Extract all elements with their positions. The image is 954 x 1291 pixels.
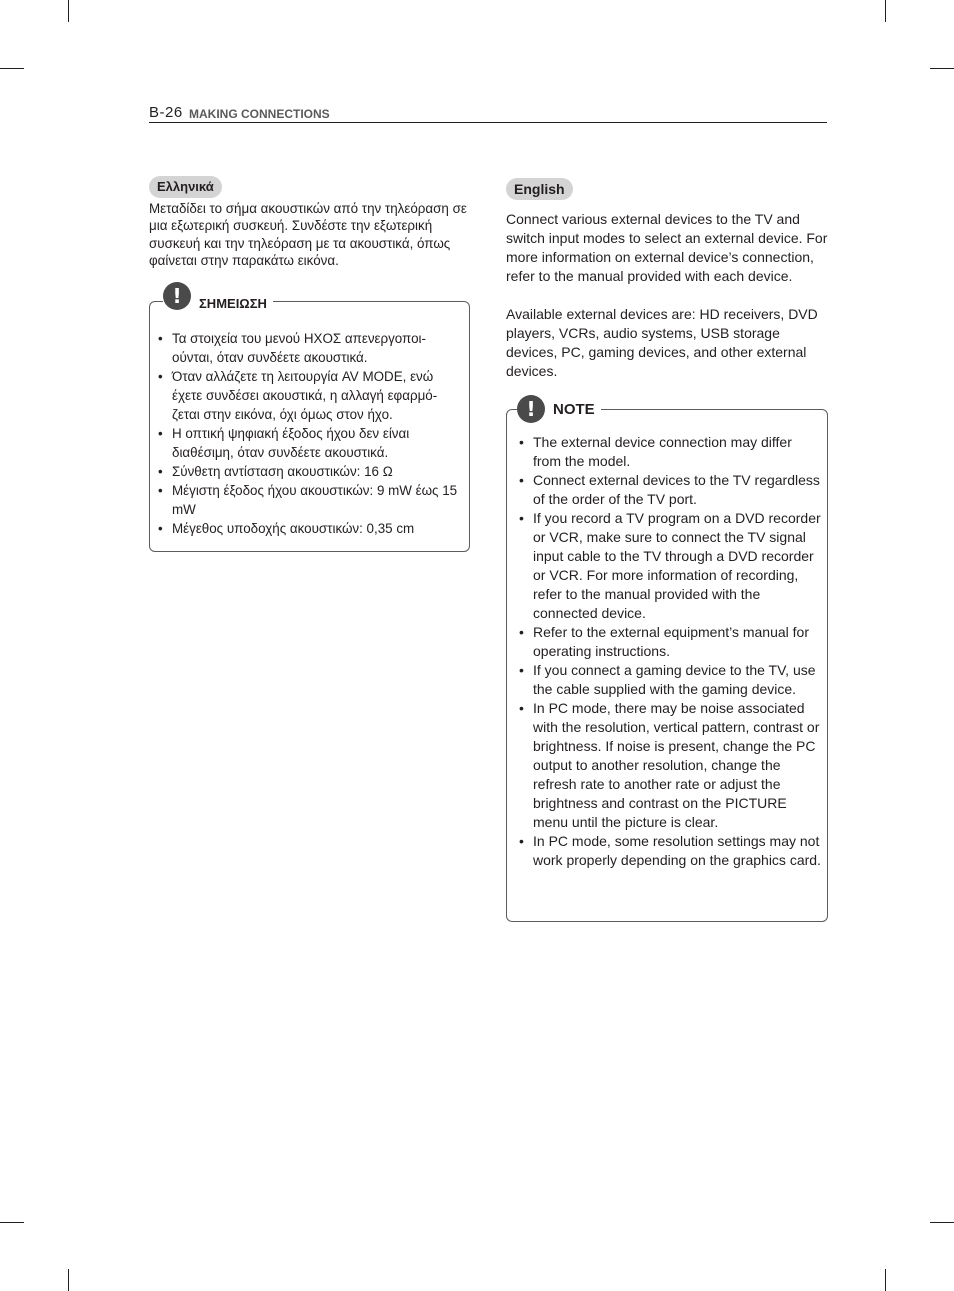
list-item: • Refer to the external equipment’s manual for operating instructions. (511, 623, 821, 661)
greek-note-box (149, 283, 470, 552)
english-note-list (511, 433, 821, 870)
crop-mark (0, 68, 24, 69)
list-item: • Connect external devices to the TV regardless of the order of the TV port. (511, 471, 821, 509)
exclamation-icon: ! (163, 282, 191, 310)
english-note-label: NOTE (553, 400, 595, 418)
list-item: • If you record a TV program on a DVD recorder or VCR, make sure to connect the TV signal input cable to the TV through a DVD recorder or VCR. For more information of recording, refer to the manual provided with the connected device. (511, 509, 821, 623)
crop-mark (930, 1222, 954, 1223)
greek-intro: Μεταδίδει το σήμα ακουστικών από την τηλεόραση σε μια εξωτερική συσκευή. Συνδέστε την εξωτερική συσκευή και την τηλεόραση με τα ακουστικά, όπως φαίνεται στην παρακάτω εικόνα. (149, 201, 467, 268)
crop-mark (68, 0, 69, 22)
english-note-header (517, 395, 601, 423)
section-title: MAKING CONNECTIONS (189, 107, 330, 121)
list-item: • Όταν αλλάζετε τη λειτουργία AV MODE, ενώ έχετε συνδέσει ακουστικά, η αλλαγή εφαρμό-ζεται στην εικόνα, όχι όμως στον ήχο. (150, 367, 462, 424)
list-item: • Μέγεθος υποδοχής ακουστικών: 0,35 cm (150, 519, 462, 538)
greek-note-header (163, 280, 273, 311)
language-tab-english: English (506, 178, 573, 200)
exclamation-icon: ! (517, 395, 545, 423)
crop-mark (885, 1269, 886, 1291)
list-item: • In PC mode, some resolution settings may not work properly depending on the graphics card. (511, 832, 821, 870)
greek-note-list (150, 329, 462, 538)
crop-mark (930, 68, 954, 69)
crop-mark (68, 1269, 69, 1291)
english-intro-2: Available external devices are: HD receivers, DVD players, VCRs, audio systems, USB storage devices, PC, gaming devices, and other external devices. (506, 306, 818, 380)
page-header (149, 104, 827, 123)
crop-mark (0, 1222, 24, 1223)
greek-note-label: ΣΗΜΕΙΩΣΗ (199, 296, 267, 311)
language-tab-greek: Ελληνικά (149, 176, 222, 198)
list-item: • The external device connection may differ from the model. (511, 433, 821, 471)
list-item: • Τα στοιχεία του μενού ΗΧΟΣ απενεργοποι-ούνται, όταν συνδέετε ακουστικά. (150, 329, 462, 367)
crop-mark (885, 0, 886, 22)
list-item: • Μέγιστη έξοδος ήχου ακουστικών: 9 mW έως 15 mW (150, 481, 462, 519)
english-intro-1: Connect various external devices to the TV and switch input modes to select an external device. For more information on external device’s connection, refer to the manual provided with each device. (506, 211, 828, 285)
page-number: B-26 (149, 104, 183, 121)
list-item: • Η οπτική ψηφιακή έξοδος ήχου δεν είναι διαθέσιμη, όταν συνδέετε ακουστικά. (150, 424, 462, 462)
english-note-box (506, 397, 828, 922)
list-item: • Σύνθετη αντίσταση ακουστικών: 16 Ω (150, 462, 462, 481)
list-item: • If you connect a gaming device to the TV, use the cable supplied with the gaming device. (511, 661, 821, 699)
list-item: • In PC mode, there may be noise associated with the resolution, vertical pattern, contrast or brightness. If noise is present, change the PC output to another resolution, change the refresh rate to another rate or adjust the brightness and contrast on the PICTURE menu until the picture is clear. (511, 699, 821, 832)
